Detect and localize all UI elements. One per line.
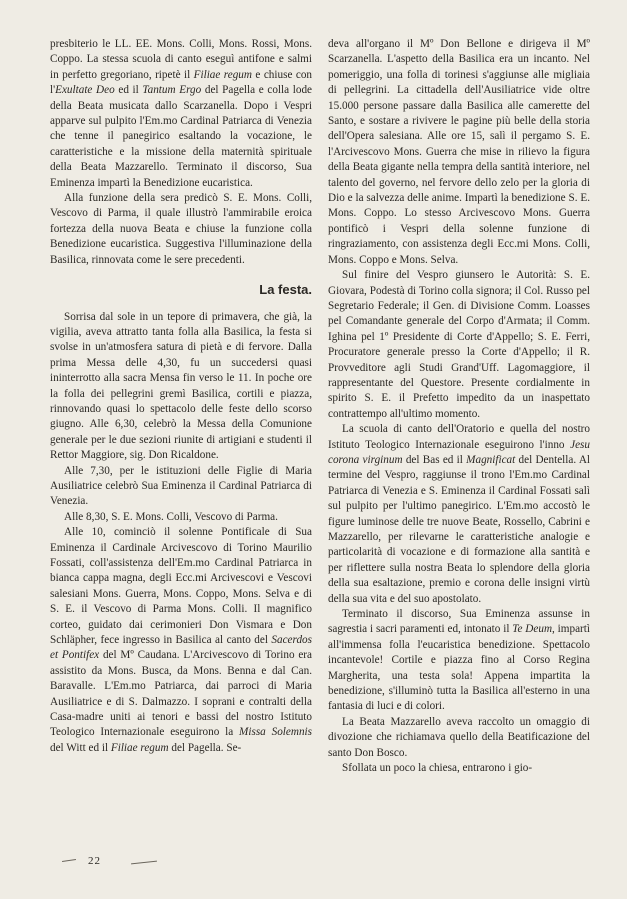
paragraph: La scuola di canto dell'Oratorio e quella del nostro Istituto Teologico Internazionale eseguirono l'inno Jesu corona virginum del Bas ed il Magnificat del Dentella. Al termine del Vespro, raggiunse il trono l'Em.mo Cardinal Patriarca di Venezia e S. Eminenza il Cardinal Fossati salì sul pulpito per l'ultimo panegirico. L'Em.mo accostò le figure luminose delle tre nuove Beate, Rossello, Cabrini e Mazzarello, per rilevarne le caratteristiche analogie e particolarità di vocazione e di formazione alla santità e per riflettere sulla nostra Beata lo splendore della gloria della sua esaltazione, premio e corona delle insigni virtù della sua vita e del suo apostolato.: [328, 423, 591, 605]
left-column: [50, 37, 312, 756]
page-number: 22: [88, 855, 101, 867]
paragraph: Sorrisa dal sole in un tepore di primavera, che già, la vigilia, aveva attratto tanta folla alla Basilica, la festa si svolse in un'atmosfera satura di pietà e di fervore. Dalla prima Messa delle 4,30, fu un succedersi quasi ininterrotto alla sacra Mensa fin verso le 11. In poche ore la folla dei pellegrini gremì Basilica, cortili e piazza, rinnovando quasi lo spettacolo delle feste dello scorso giugno. Alle 6,30, celebrò la Messa della Comunione generale per le due sezioni riunite di artigiani e studenti il Rettor Maggiore, sig. Don Ricaldone.: [50, 310, 312, 462]
paragraph: Sfollata un poco la chiesa, entrarono i gio-: [342, 762, 533, 775]
printer-mark: [62, 859, 76, 862]
paragraph: Terminato il discorso, Sua Eminenza assunse in sagrestia i sacri paramenti ed, intonato il Te Deum, impartì all'immensa folla l'eucaristica benedizione. Spettacolo incantevole! Cortile e piazza fino al Corso Regina Margherita, una testa sola! Appena impartita la benedizione, s'illuminò tutta la Basilica all'esterno in una fantasia di luci e di colori.: [328, 608, 590, 713]
paragraph: Alle 8,30, S. E. Mons. Colli, Vescovo di Parma.: [64, 510, 278, 523]
printer-mark: [131, 861, 157, 865]
paragraph: Alle 10, cominciò il solenne Pontificale di Sua Eminenza il Cardinale Arcivescovo di Torino Maurilio Fossati, coll'assistenza dell'Em.mo Cardinal Patriarca in bianca cappa magna, degli Ecc.mi Arcivescovi e Vescovi salesiani Mons. Guerra, Mons. Coppo, Mons. Selva e di S. E. il Vescovo di Parma Mons. Colli. Il magnifico corteo, guidato dai cerimonieri Don Vismara e Don Schläpher, fece ingresso in Basilica al canto del Sacerdos et Pontifex del Mº Caudana. L'Arcivescovo di Torino era assistito da Mons. Busca, da Mons. Benna e dal Can. Baravalle. L'Em.mo Patriarca, dai parroci di Maria Ausiliatrice e di S. Dalmazzo. I soprani e contralti della Casa-madre uniti ai tenori e bassi del nostro Istituto Teologico Internazionale eseguirono la Missa Solemnis del Witt ed il Filiae regum del Pagella. Se-: [50, 526, 313, 754]
paragraph: Sul finire del Vespro giunsero le Autorità: S. E. Giovara, Podestà di Torino colla signora; il Col. Russo pel Segretario Federale; il Gen. di Divisione Comm. Loasses pel Comandante generale del Corpo d'Armata; il Comm. Ighina pel 1º Presidente di Corte d'Appello; S. E. Ferri, Procuratore generale presso la Corte d'Appello; il R. Provveditore agli Studi Grand'Uff. Lagomaggiore, il rappresentante del Questore. Presente cordialmente in spirito S. E. il Prefetto impedito da un inaspettato contrattempo all'ultimo momento.: [328, 269, 590, 420]
section-heading: La festa.: [259, 282, 312, 298]
paragraph: presbiterio le LL. EE. Mons. Colli, Mons. Rossi, Mons. Coppo. La stessa scuola di canto eseguì antifone e salmi in perfetto gregoriano, ripetè il Filiae regum e chiuse con l'Exultate Deo ed il Tantum Ergo del Pagella e colla lode della Beata musicata dallo Scarzanella. Dopo i Vespri apparve sul pulpito l'Em.mo Cardinal Patriarca di Venezia che tenne il panegirico esaltando la vocazione, le caratteristiche e la missione della maternità spirituale della Beata Mazzarello. Terminato il discorso, Sua Eminenza impartì la Benedizione eucaristica.: [50, 38, 313, 189]
right-column: [328, 37, 590, 777]
paragraph: Alla funzione della sera predicò S. E. Mons. Colli, Vescovo di Parma, il quale illustrò l'ammirabile eroica fortezza della nuova Beata e chiuse la funzione colla Benedizione eucaristica. Suggestiva l'illuminazione della Basilica, rinnovata come le sere precedenti.: [50, 192, 312, 266]
paragraph: deva all'organo il Mº Don Bellone e dirigeva il Mº Scarzanella. L'aspetto della Basilica era un incanto. Nel pomeriggio, una folla di torinesi s'aggiunse alle migliaia di pellegrini. La cittadella dell'Ausiliatrice vide oltre 15.000 persone passare dalla Basilica alle camerette del Santo, e sostare a rivivere le pagine più belle della storia dell'Opera salesiana. Alle ore 15, salì il pergamo S. E. l'Arcivescovo Mons. Guerra che mise in rilievo la figura della Beata gigante nella tempra della santità interiore, nel talento del governo, nel fervore dello zelo per la gloria di Dio e la salvezza delle anime. Impartì la benedizione S. E. Mons. Coppo. Lo stesso Arcivescovo Mons. Guerra pontificò i Vespri della solenne funzione di ringraziamento, con assistenza degli Ecc.mi Mons. Colli, Mons. Coppo e Mons. Selva.: [328, 38, 590, 266]
paragraph: La Beata Mazzarello aveva raccolto un omaggio di divozione che richiamava quello della Beatificazione del santo Don Bosco.: [328, 715, 590, 759]
paragraph: Alle 7,30, per le istituzioni delle Figlie di Maria Ausiliatrice celebrò Sua Eminenza il Cardinal Patriarca di Venezia.: [50, 464, 312, 508]
